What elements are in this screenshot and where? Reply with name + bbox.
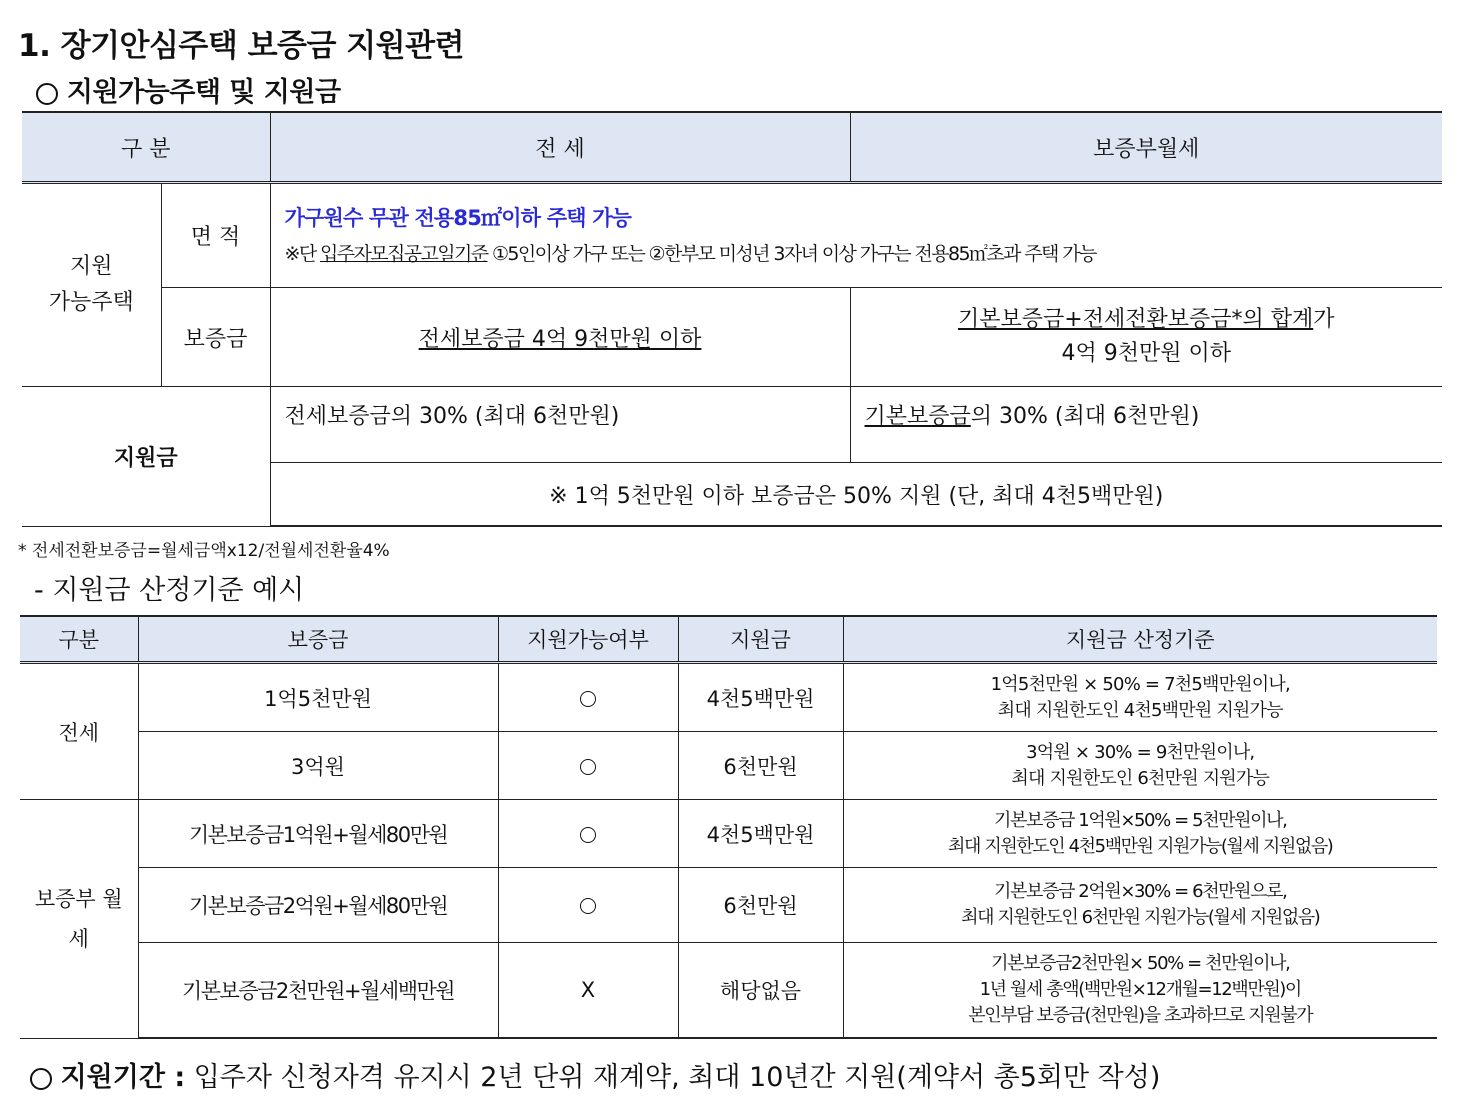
- footer-label: 지원기간 :: [60, 1062, 186, 1093]
- row-deposit: 3억원: [138, 732, 498, 800]
- circle-bullet-icon: [36, 83, 58, 105]
- deposit-jeonse: 전세보증금 4억 9천만원 이하: [270, 288, 850, 387]
- row-criteria: 기본보증금 2억원×30% = 6천만원으로, 최대 지원한도인 6천만원 지원가능(월세 지원없음): [843, 868, 1437, 943]
- header-col-3: 지원금: [678, 616, 843, 663]
- section2-heading: - 지원금 산정기준 예시: [34, 575, 305, 606]
- area-label: 면 적: [161, 183, 270, 288]
- row-amount: 6천만원: [678, 868, 843, 943]
- row-amount: 6천만원: [678, 732, 843, 800]
- table-row: [20, 800, 1437, 868]
- header-col-0: 구분: [20, 616, 138, 663]
- row-deposit: 기본보증금2천만원+월세백만원: [138, 943, 498, 1039]
- subsidy-jeonse: 전세보증금의 30% (최대 6천만원): [270, 387, 850, 463]
- eligible-house-label: 지원 가능주택: [22, 183, 161, 387]
- row-deposit: 기본보증금2억원+월세80만원: [138, 868, 498, 943]
- table-row: [20, 663, 1437, 732]
- row-amount: 해당없음: [678, 943, 843, 1039]
- row-eligible: [498, 868, 678, 943]
- deposit-monthly: 기본보증금+전세전환보증금*의 합계가 4억 9천만원 이하: [850, 288, 1442, 387]
- subsidy-monthly: 기본보증금의 30% (최대 6천만원): [850, 387, 1442, 463]
- group-monthly: 보증부 월 세: [20, 800, 138, 1039]
- section1-heading: [36, 70, 341, 109]
- row-deposit: 1억5천만원: [138, 663, 498, 732]
- section1-label: 지원가능주택 및 지원금: [66, 77, 341, 108]
- row-criteria: 기본보증금2천만원× 50% = 천만원이나, 1년 월세 총액(백만원×12개월=12백만원)이 본인부담 보증금(천만원)을 초과하므로 지원불가: [843, 943, 1437, 1039]
- eligible-circle-icon: [580, 827, 596, 843]
- header-category: 구 분: [22, 112, 270, 183]
- row-amount: 4천5백만원: [678, 800, 843, 868]
- row-deposit: 기본보증금1억원+월세80만원: [138, 800, 498, 868]
- header-col-1: 보증금: [138, 616, 498, 663]
- table-row: [20, 732, 1437, 800]
- row-eligible: X: [498, 943, 678, 1039]
- row-criteria: 기본보증금 1억원×50% = 5천만원이나, 최대 지원한도인 4천5백만원 지원가능(월세 지원없음): [843, 800, 1437, 868]
- row-criteria: 3억원 × 30% = 9천만원이나, 최대 지원한도인 6천만원 지원가능: [843, 732, 1437, 800]
- circle-bullet-icon: [30, 1068, 52, 1090]
- row-eligible: [498, 663, 678, 732]
- footer-period: [30, 1055, 1160, 1094]
- eligible-circle-icon: [580, 759, 596, 775]
- example-table: [20, 615, 1437, 1039]
- area-note: ※단 입주자모집공고일기준 ①5인이상 가구 또는 ②한부모 미성년 3자녀 이상 가구는 전용85㎡초과 주택 가능: [284, 242, 1096, 265]
- row-amount: 4천5백만원: [678, 663, 843, 732]
- area-content: [270, 183, 1442, 288]
- eligibility-table: [22, 111, 1442, 527]
- header-monthly: 보증부월세: [850, 112, 1442, 183]
- subsidy-note: ※ 1억 5천만원 이하 보증금은 50% 지원 (단, 최대 4천5백만원): [270, 463, 1442, 527]
- eligible-circle-icon: [580, 898, 596, 914]
- subsidy-label: 지원금: [22, 387, 270, 527]
- eligible-circle-icon: [580, 691, 596, 707]
- group-jeonse: 전세: [20, 663, 138, 800]
- area-main: 가구원수 무관 전용85㎡이하 주택 가능: [284, 205, 632, 230]
- header-jeonse: 전 세: [270, 112, 850, 183]
- row-eligible: [498, 732, 678, 800]
- table-row: [20, 868, 1437, 943]
- header-col-2: 지원가능여부: [498, 616, 678, 663]
- header-col-4: 지원금 산정기준: [843, 616, 1437, 663]
- table-row: [20, 943, 1437, 1039]
- deposit-label: 보증금: [161, 288, 270, 387]
- footnote: * 전세전환보증금=월세금액x12/전월세전환율4%: [18, 541, 390, 561]
- row-eligible: [498, 800, 678, 868]
- page-title: 1. 장기안심주택 보증금 지원관련: [18, 28, 465, 64]
- footer-text: 입주자 신청자격 유지시 2년 단위 재계약, 최대 10년간 지원(계약서 총5회만 작성): [185, 1062, 1161, 1093]
- row-criteria: 1억5천만원 × 50% = 7천5백만원이나, 최대 지원한도인 4천5백만원 지원가능: [843, 663, 1437, 732]
